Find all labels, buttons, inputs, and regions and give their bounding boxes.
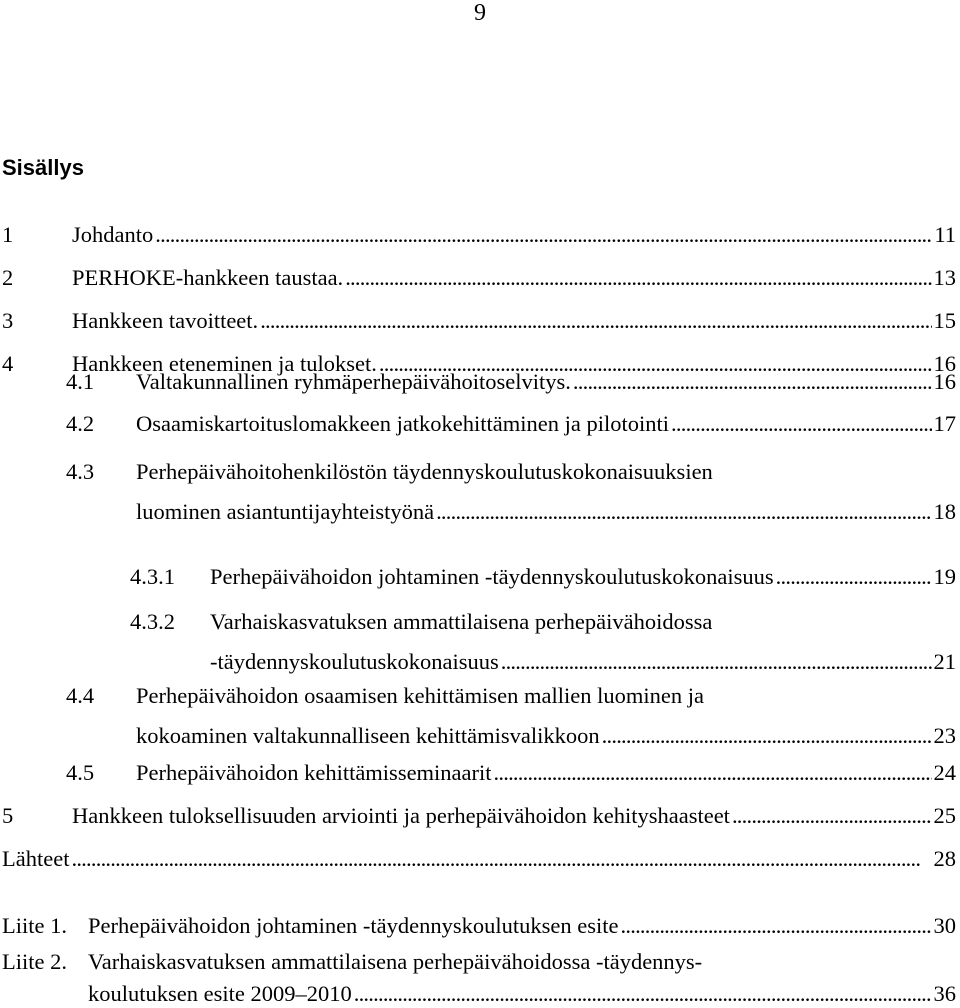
toc-entry-number: 3: [2, 308, 14, 333]
toc-entry-text-line1: Perhepäivähoidon osaamisen kehittämisen mallien luominen ja: [136, 683, 704, 708]
toc-entry-number: Liite 1.: [2, 913, 67, 938]
toc-entry-number: 2: [2, 265, 14, 290]
toc-entry-text: Johdanto: [72, 222, 154, 247]
toc-entry-text: Osaamiskartoituslomakkeen jatkokehittäminen ja pilotointi: [136, 411, 670, 436]
toc-entry-page: 17: [933, 411, 956, 436]
toc-entry-text: Lähteet: [2, 846, 70, 871]
toc-entry-text: PERHOKE-hankkeen taustaa.: [72, 265, 344, 290]
toc-leader-dots: [354, 981, 932, 1007]
toc-leader-dots: [573, 369, 932, 395]
toc-entry-text: Valtakunnallinen ryhmäperhepäivähoitoselvitys.: [136, 369, 571, 394]
toc-entry-number: 4.3.2: [130, 609, 175, 634]
toc-entry-page: 13: [933, 265, 956, 290]
toc-entry-number: 1: [2, 222, 14, 247]
toc-leader-dots: [436, 499, 931, 525]
toc-entry-4-1[interactable]: [66, 369, 956, 406]
toc-entry-number: 4.4: [66, 683, 95, 708]
toc-entry-text: Hankkeen tavoitteet.: [72, 308, 259, 333]
toc-entry-text: Hankkeen eteneminen ja tulokset.: [72, 351, 377, 376]
toc-entry-4-3-2[interactable]: [130, 609, 956, 686]
toc-leader-dots: [71, 846, 931, 872]
toc-leader-dots: [621, 913, 932, 939]
toc-entry-number: 4.2: [66, 411, 95, 436]
toc-entry-4-3[interactable]: [66, 459, 956, 536]
toc-entry-4-2[interactable]: [66, 411, 956, 448]
page-number: 9: [474, 0, 486, 26]
toc-entry-page: 24: [933, 760, 956, 785]
toc-entry-number: Liite 2.: [2, 949, 67, 974]
toc-entry-text: Perhepäivähoidon kehittämisseminaarit: [136, 760, 492, 785]
toc-entry-perhoke-taustaa[interactable]: [2, 265, 956, 302]
toc-entry-number: 4: [2, 351, 14, 376]
toc-entry-page: 25: [933, 803, 956, 828]
toc-leader-dots: [155, 222, 932, 248]
toc-entry-text: luominen asiantuntijayhteistyönä: [136, 499, 435, 524]
toc-entry-page: 11: [934, 222, 956, 247]
toc-entry-page: 21: [933, 649, 956, 674]
toc-leader-dots: [494, 760, 932, 786]
toc-entry-text: kokoaminen valtakunnalliseen kehittämisvalikkoon: [136, 723, 600, 748]
toc-entry-page: 16: [933, 351, 956, 376]
toc-entry-4-4[interactable]: [66, 683, 956, 760]
toc-entry-page: 19: [933, 564, 956, 589]
toc-entry-4-5[interactable]: [66, 760, 956, 797]
toc-entry-lahteet[interactable]: [2, 846, 956, 883]
toc-entry-liite-1[interactable]: [2, 913, 956, 950]
toc-leader-dots: [501, 649, 932, 675]
toc-title: Sisällys: [2, 155, 84, 180]
toc-leader-dots: [602, 723, 932, 749]
toc-leader-dots: [260, 308, 931, 334]
toc-entry-text-line1: Varhaiskasvatuksen ammattilaisena perhepäivähoidossa -täydennys-: [88, 949, 703, 974]
toc-entry-text-line1: Varhaiskasvatuksen ammattilaisena perhepäivähoidossa: [210, 609, 713, 634]
toc-entry-text: Perhepäivähoidon johtaminen -täydennyskoulutuskokonaisuus: [210, 564, 774, 589]
toc-leader-dots: [345, 265, 931, 291]
toc-entry-johdanto[interactable]: [2, 222, 956, 259]
toc-entry-number: 4.3.1: [130, 564, 175, 589]
toc-leader-dots: [671, 411, 931, 437]
toc-entry-4-3-1[interactable]: [130, 564, 956, 601]
toc-entry-text: Perhepäivähoidon johtaminen -täydennyskoulutuksen esite: [88, 913, 619, 938]
toc-entry-page: 16: [933, 369, 956, 394]
toc-entry-page: 23: [933, 723, 956, 748]
toc-entry-text-line1: Perhepäivähoitohenkilöstön täydennyskoulutuskokonaisuuksien: [136, 459, 713, 484]
toc-leader-dots: [776, 564, 932, 590]
toc-entry-page: 18: [933, 499, 956, 524]
toc-entry-page: 30: [933, 913, 956, 938]
toc-leader-dots: [732, 803, 932, 829]
toc-entry-page: 36: [933, 981, 956, 1006]
toc-entry-5[interactable]: [2, 803, 956, 840]
toc-entry-text: Hankkeen tuloksellisuuden arviointi ja perhepäivähoidon kehityshaasteet: [72, 803, 730, 828]
toc-entry-page: 28: [933, 846, 956, 871]
toc-entry-page: 15: [933, 308, 956, 333]
toc-entry-liite-2[interactable]: [2, 949, 956, 1007]
toc-entry-number: 4.5: [66, 760, 95, 785]
toc-entry-number: 4.3: [66, 459, 95, 484]
toc-entry-number: 4.1: [66, 369, 95, 394]
toc-entry-number: 5: [2, 803, 14, 828]
toc-entry-text: -täydennyskoulutuskokonaisuus: [210, 649, 499, 674]
toc-entry-text: koulutuksen esite 2009–2010: [88, 981, 352, 1006]
toc-entry-hankkeen-tavoitteet[interactable]: [2, 308, 956, 345]
